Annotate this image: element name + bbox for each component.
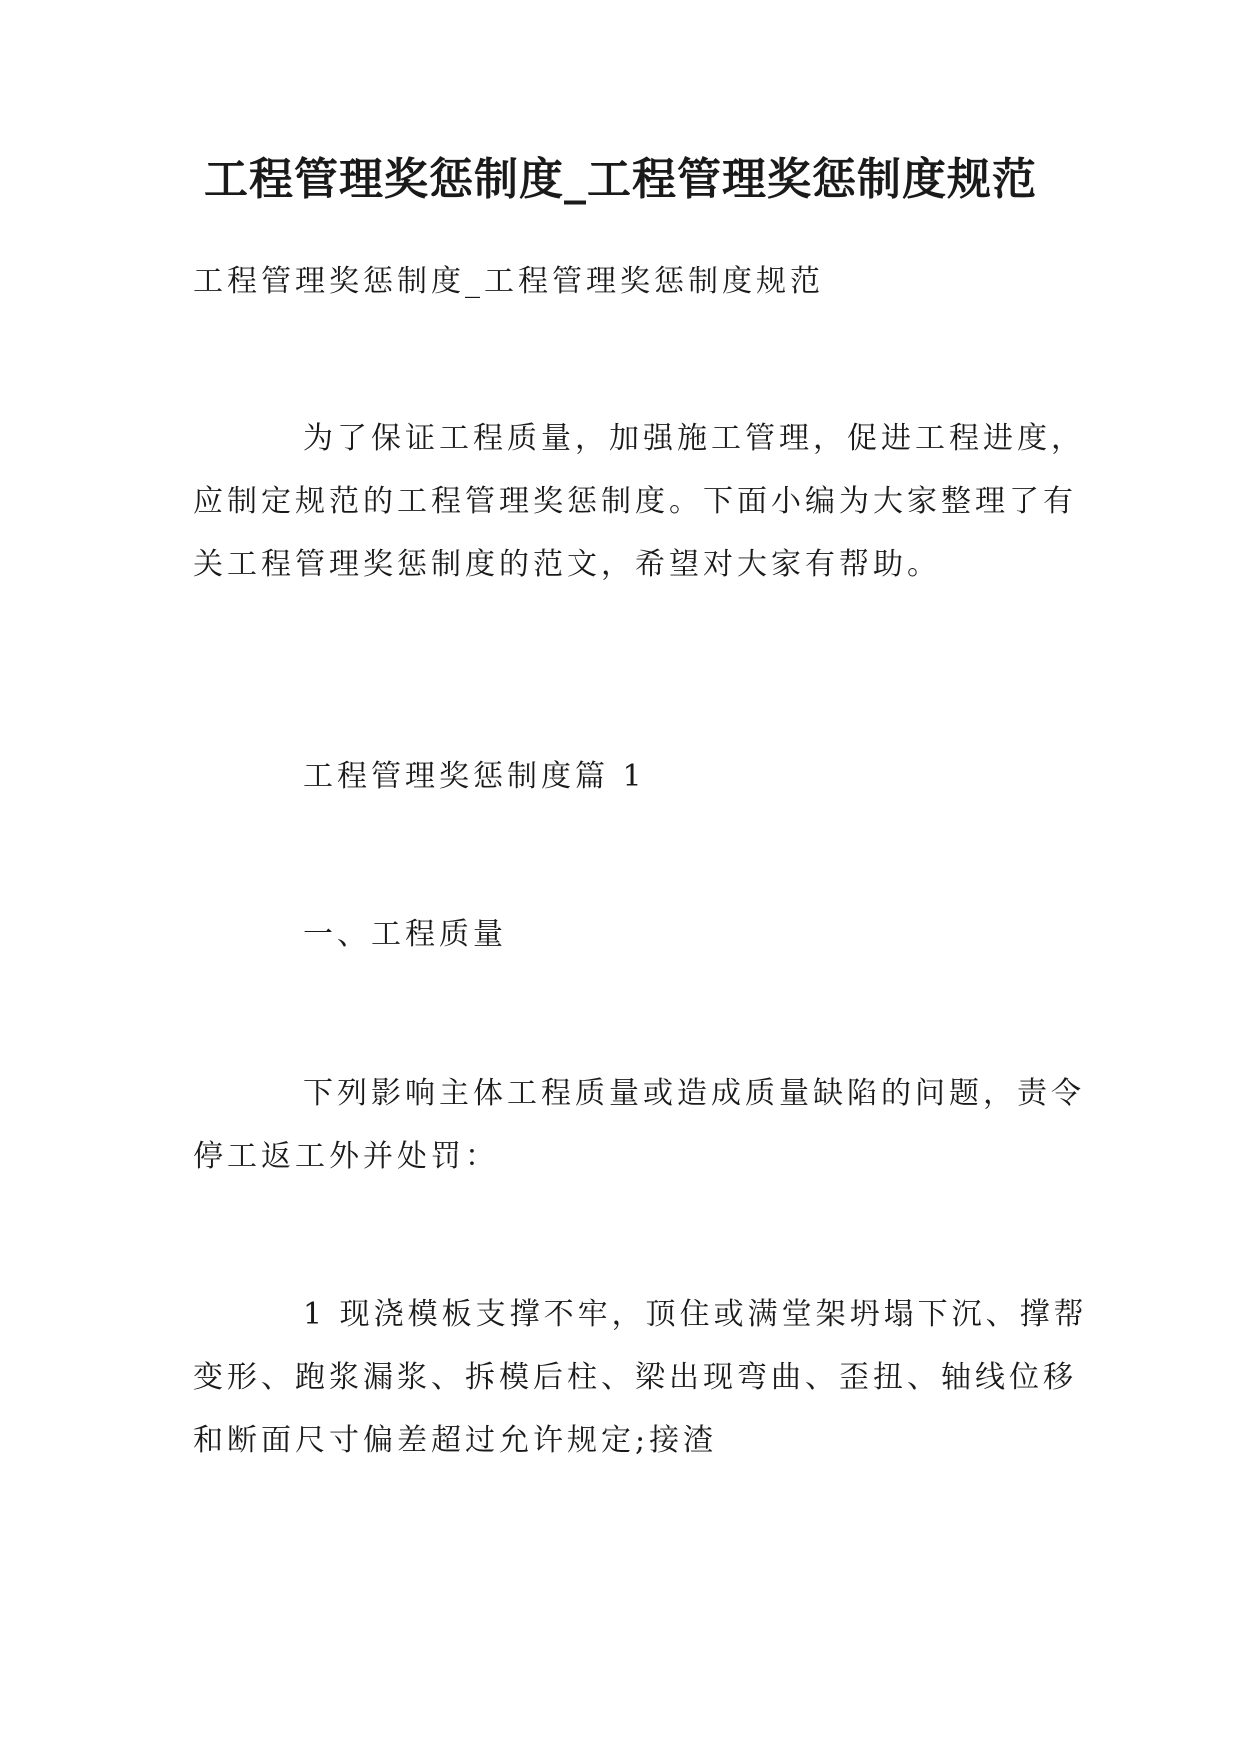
intro-line-1: 为了保证工程质量，加强施工管理，促进工程进度， (303, 421, 1085, 456)
section-heading: 工程管理奖惩制度篇 1 (303, 759, 646, 794)
paragraph2-line-1: 1 现浇模板支撑不牢，顶住或满堂架坍塌下沉、撑帮 (303, 1297, 1088, 1332)
document-subtitle: 工程管理奖惩制度_工程管理奖惩制度规范 (193, 264, 824, 299)
paragraph1-line-1: 下列影响主体工程质量或造成质量缺陷的问题，责令 (303, 1076, 1085, 1111)
document-title: 工程管理奖惩制度_工程管理奖惩制度规范 (204, 154, 1037, 205)
paragraph2-line-3: 和断面尺寸偏差超过允许规定;接渣 (193, 1423, 718, 1458)
subsection-heading: 一、工程质量 (303, 917, 507, 952)
paragraph2-line-2: 变形、跑浆漏浆、拆模后柱、梁出现弯曲、歪扭、轴线位移 (193, 1360, 1077, 1395)
paragraph1-line-2: 停工返工外并处罚： (193, 1139, 499, 1174)
intro-line-2: 应制定规范的工程管理奖惩制度。下面小编为大家整理了有 (193, 484, 1077, 519)
intro-line-3: 关工程管理奖惩制度的范文，希望对大家有帮助。 (193, 547, 941, 582)
